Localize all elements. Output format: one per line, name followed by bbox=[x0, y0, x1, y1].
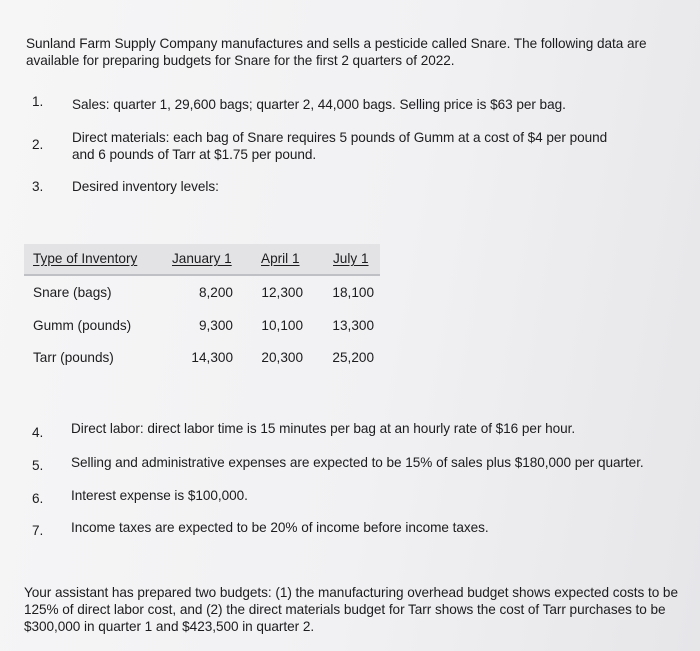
table-cell-july: 25,200 bbox=[332, 350, 374, 365]
item-text: Income taxes are expected to be 20% of income before income taxes. bbox=[71, 520, 489, 535]
footer-line: Your assistant has prepared two budgets: (1) the manufacturing overhead budget shows expected costs to be bbox=[24, 585, 678, 600]
item-number: 2. bbox=[32, 137, 44, 152]
table-row-label: Gumm (pounds) bbox=[33, 318, 132, 333]
footer-line: $300,000 in quarter 1 and $423,500 in quarter 2. bbox=[24, 619, 315, 634]
table-cell-january: 14,300 bbox=[191, 350, 233, 365]
footer-line: 125% of direct labor cost, and (2) the direct materials budget for Tarr shows the cost of Tarr purchases to be bbox=[24, 602, 666, 617]
table-cell-april: 10,100 bbox=[261, 318, 303, 333]
intro-line: Sunland Farm Supply Company manufactures and sells a pesticide called Snare. The following data are bbox=[26, 36, 647, 51]
item-text: Direct materials: each bag of Snare requires 5 pounds of Gumm at a cost of $4 per pound bbox=[72, 130, 608, 145]
item-text: Interest expense is $100,000. bbox=[71, 488, 248, 503]
column-header-april: April 1 bbox=[261, 251, 300, 266]
column-header-type: Type of Inventory bbox=[33, 251, 138, 266]
column-header-january: January 1 bbox=[172, 251, 232, 266]
table-cell-july: 18,100 bbox=[332, 285, 374, 300]
table-cell-april: 20,300 bbox=[261, 350, 303, 365]
table-cell-july: 13,300 bbox=[332, 318, 374, 333]
intro-paragraph bbox=[26, 35, 646, 69]
item-number: 5. bbox=[32, 458, 44, 473]
table-row-label: Tarr (pounds) bbox=[33, 350, 114, 365]
item-text: Selling and administrative expenses are expected to be 15% of sales plus $180,000 per quarter. bbox=[71, 455, 644, 470]
item-number: 6. bbox=[32, 491, 44, 506]
table-cell-january: 8,200 bbox=[198, 285, 233, 300]
item-number: 3. bbox=[32, 179, 44, 194]
column-header-july: July 1 bbox=[333, 251, 369, 266]
item-text: Direct labor: direct labor time is 15 minutes per bag at an hourly rate of $16 per hour. bbox=[71, 421, 576, 436]
assistant-note-paragraph bbox=[24, 584, 678, 635]
item-number: 1. bbox=[32, 94, 44, 109]
item-number: 4. bbox=[32, 425, 44, 440]
table-cell-april: 12,300 bbox=[261, 285, 303, 300]
item-number: 7. bbox=[32, 523, 44, 538]
intro-line: available for preparing budgets for Snare for the first 2 quarters of 2022. bbox=[26, 53, 455, 68]
item-text: Desired inventory levels: bbox=[72, 179, 219, 194]
table-row-label: Snare (bags) bbox=[33, 285, 112, 300]
table-cell-january: 9,300 bbox=[198, 318, 233, 333]
item-text: Sales: quarter 1, 29,600 bags; quarter 2, 44,000 bags. Selling price is $63 per bag. bbox=[72, 97, 566, 112]
item-text: and 6 pounds of Tarr at $1.75 per pound. bbox=[72, 147, 317, 162]
